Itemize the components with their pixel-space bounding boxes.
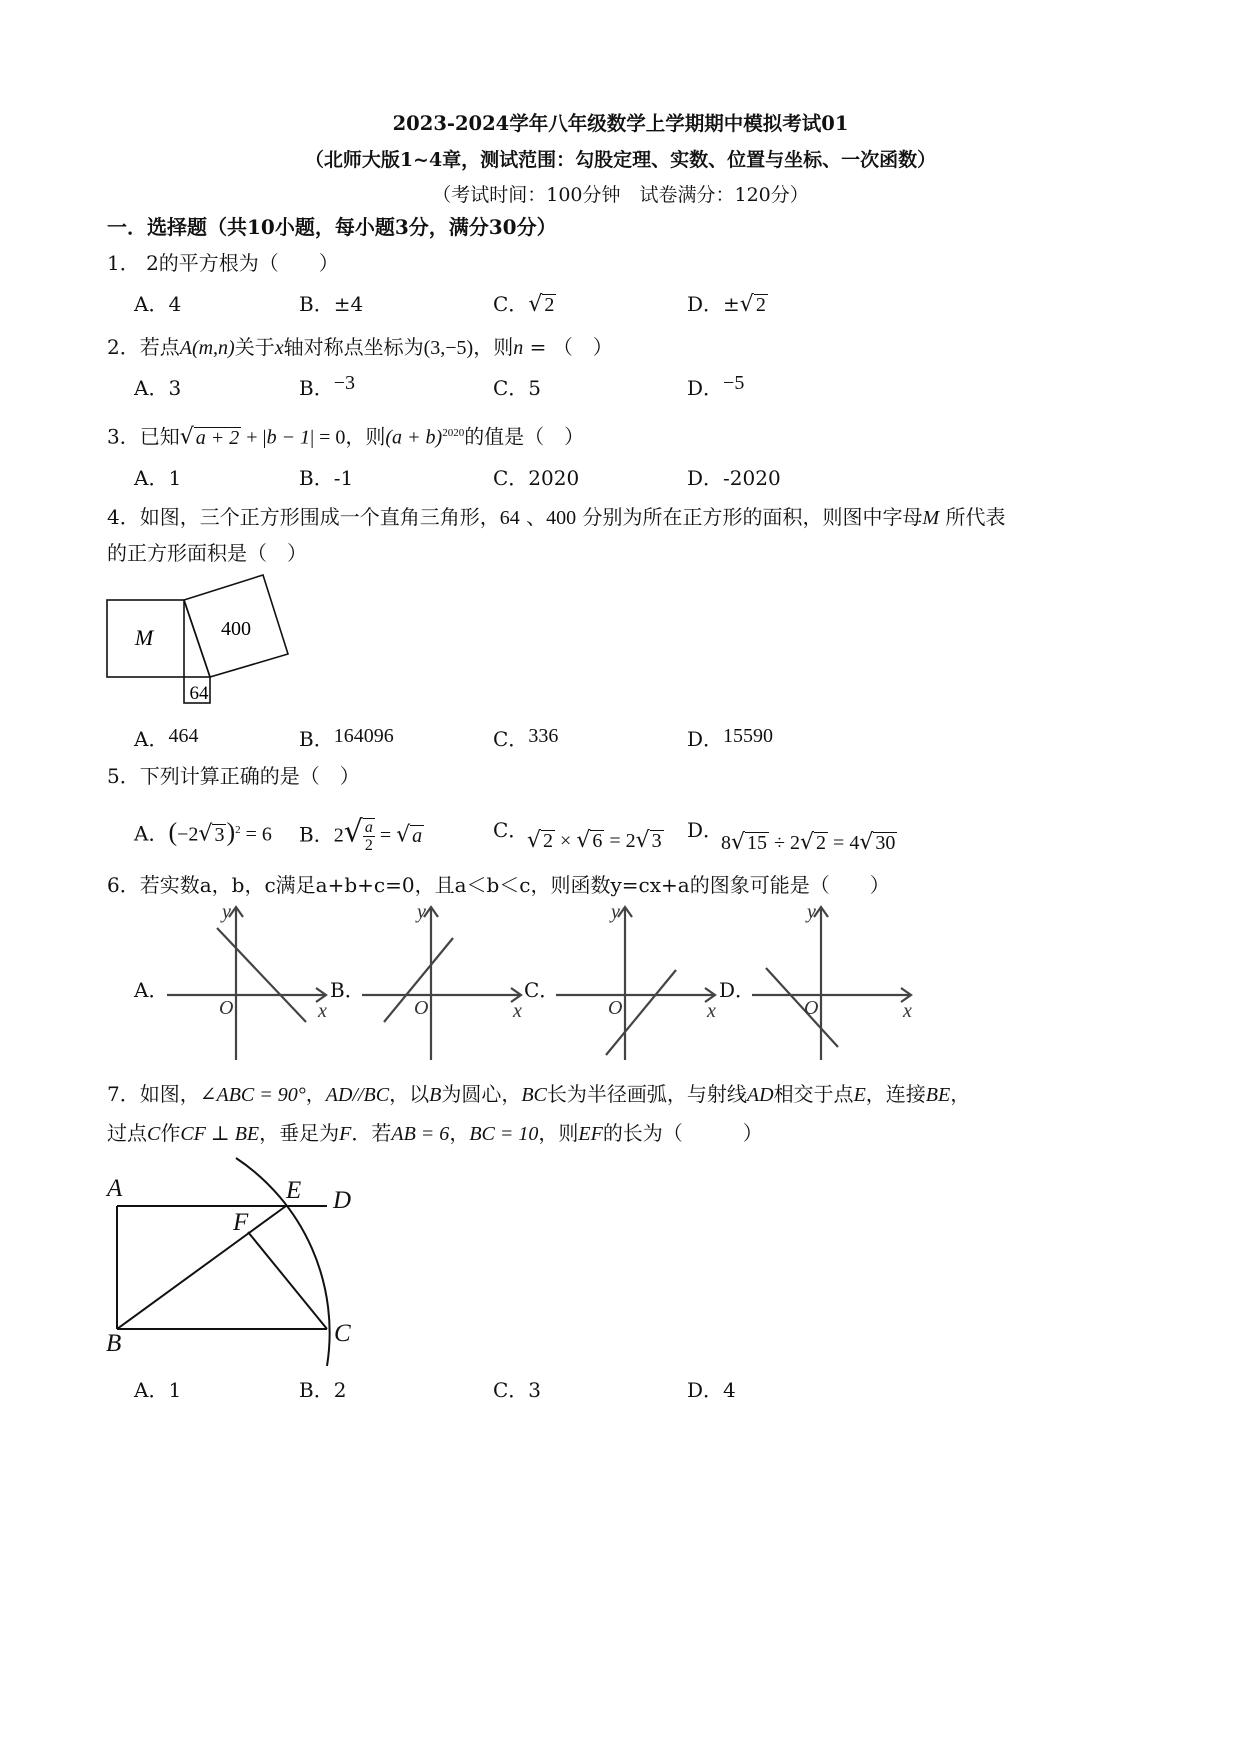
q1-c-radicand: 2: [544, 294, 555, 316]
q7-segment-be: [117, 1206, 286, 1329]
q1-d-label: D．±: [687, 292, 740, 316]
q4-stem-line2: 的正方形面积是（ ）: [107, 541, 307, 565]
svg-text:O: O: [414, 997, 429, 1019]
q4-option-a: A．464: [134, 725, 199, 751]
q3-expr: (a + b): [385, 426, 443, 449]
q4-option-b: B．164096: [299, 725, 394, 751]
svg-text:x: x: [318, 1000, 327, 1022]
q7-option-c: C．3: [493, 1378, 542, 1402]
q5-option-a: A．(−2√ 3)$^2$ = 6: [134, 817, 272, 847]
q5-option-b: B．2√ $\frac{a}{2}$ = √ a: [299, 814, 423, 854]
q6-stem: 6．若实数a，b，c满足a+b+c=0，且a＜b＜c，则函数y=cx+a的图象可能是（ ）: [107, 873, 890, 897]
q6-option-d: D．: [719, 978, 756, 1002]
q1-option-c: C．√ 2: [493, 292, 555, 317]
q3-option-a: A．1: [134, 466, 182, 490]
q2-point: A(m,n): [179, 337, 235, 359]
q2-option-a: A．3: [134, 376, 182, 400]
q5-option-d-expr: 8√ 15 ÷ 2√ 2 = 4√ 30: [721, 830, 896, 855]
exam-subtitle: （北师大版1~4章，测试范围：勾股定理、实数、位置与坐标、一次函数）: [304, 149, 937, 171]
q6-option-c: C．: [524, 978, 560, 1002]
svg-text:x: x: [707, 1000, 716, 1022]
q2-option-b: B．−3: [299, 372, 355, 400]
q7-label-d: D: [333, 1187, 352, 1214]
q7-label-e: E: [286, 1177, 302, 1204]
q2-stem: 2．若点A(m,n)关于x轴对称点坐标为(3,−5)，则n = （ ）: [107, 335, 613, 359]
svg-text:x: x: [513, 1000, 522, 1022]
q1-option-b: B．±4: [299, 292, 364, 316]
q4-label-m: M: [134, 625, 154, 650]
q2-coord: (3,−5): [423, 337, 474, 359]
exam-title: 2023-2024学年八年级数学上学期期中模拟考试01: [392, 112, 849, 135]
q2-option-d: D．−5: [687, 372, 745, 400]
q6-option-b: B．: [330, 978, 365, 1002]
q5-option-c-expr: √ 2 × √ 6 = 2√ 3: [527, 828, 662, 853]
svg-text:x: x: [903, 1000, 912, 1022]
q7-option-d: D．4: [687, 1378, 736, 1402]
q3-stem: 3．已知√ a + 2 + |b − 1| = 0，则$(a + b)^{2020}$的值是（ ）: [107, 424, 585, 450]
svg-text:y: y: [611, 901, 620, 923]
q4-option-d: D．15590: [687, 725, 774, 751]
q2-option-c: C．5: [493, 376, 542, 400]
q5-option-c: C．: [493, 818, 529, 842]
q4-label-64: 64: [189, 683, 209, 704]
section-heading: 一．选择题（共10小题，每小题3分，满分30分）: [107, 215, 557, 239]
q4-stem-line1: 4．如图，三个正方形围成一个直角三角形，64 、400 分别为所在正方形的面积，则图中字母M 所代表: [107, 505, 1006, 529]
svg-text:y: y: [417, 901, 426, 923]
q1-option-d: D．±√ 2: [687, 292, 766, 317]
q3-exponent: 2020: [442, 427, 465, 439]
q6-option-a: A．: [134, 978, 169, 1002]
q4-label-400: 400: [221, 618, 251, 640]
q7-arc: [236, 1158, 330, 1366]
q5-stem: 5．下列计算正确的是（ ）: [107, 764, 360, 788]
q5-option-d: D．: [687, 818, 724, 842]
q7-stem-line1: 7．如图，∠ABC = 90°，AD//BC，以B为圆心，BC长为半径画弧，与射线AD相交于点E，连接BE，: [107, 1082, 971, 1106]
q4-option-c: C．336: [493, 725, 559, 751]
q1-option-a: A．4: [134, 292, 182, 316]
q7-segment-cf: [248, 1232, 327, 1329]
exam-time-info: （考试时间：100分钟 试卷满分：120分）: [432, 184, 809, 206]
svg-text:y: y: [222, 901, 231, 923]
svg-text:O: O: [219, 997, 234, 1019]
svg-text:O: O: [608, 997, 623, 1019]
q7-option-b: B．2: [299, 1378, 347, 1402]
q7-option-a: A．1: [134, 1378, 182, 1402]
q3-option-d: D．-2020: [687, 466, 781, 490]
q3-option-b: B．-1: [299, 466, 354, 490]
q1-stem: 1． 2的平方根为（ ）: [107, 251, 339, 275]
q7-label-c: C: [334, 1320, 351, 1347]
q1-c-label: C．: [493, 292, 529, 316]
q7-label-a: A: [107, 1175, 123, 1202]
q7-label-b: B: [106, 1330, 122, 1357]
svg-text:O: O: [804, 997, 819, 1019]
svg-text:y: y: [807, 901, 816, 923]
q1-d-radicand: 2: [755, 294, 766, 316]
q3-abs: b − 1: [266, 426, 311, 449]
q7-stem-line2: 过点C作CF ⊥ BE，垂足为F．若AB = 6，BC = 10，则EF的长为（ ）: [107, 1121, 763, 1145]
q3-option-c: C．2020: [493, 466, 580, 490]
q7-label-f: F: [233, 1209, 249, 1236]
q3-radical: a + 2: [195, 426, 240, 449]
